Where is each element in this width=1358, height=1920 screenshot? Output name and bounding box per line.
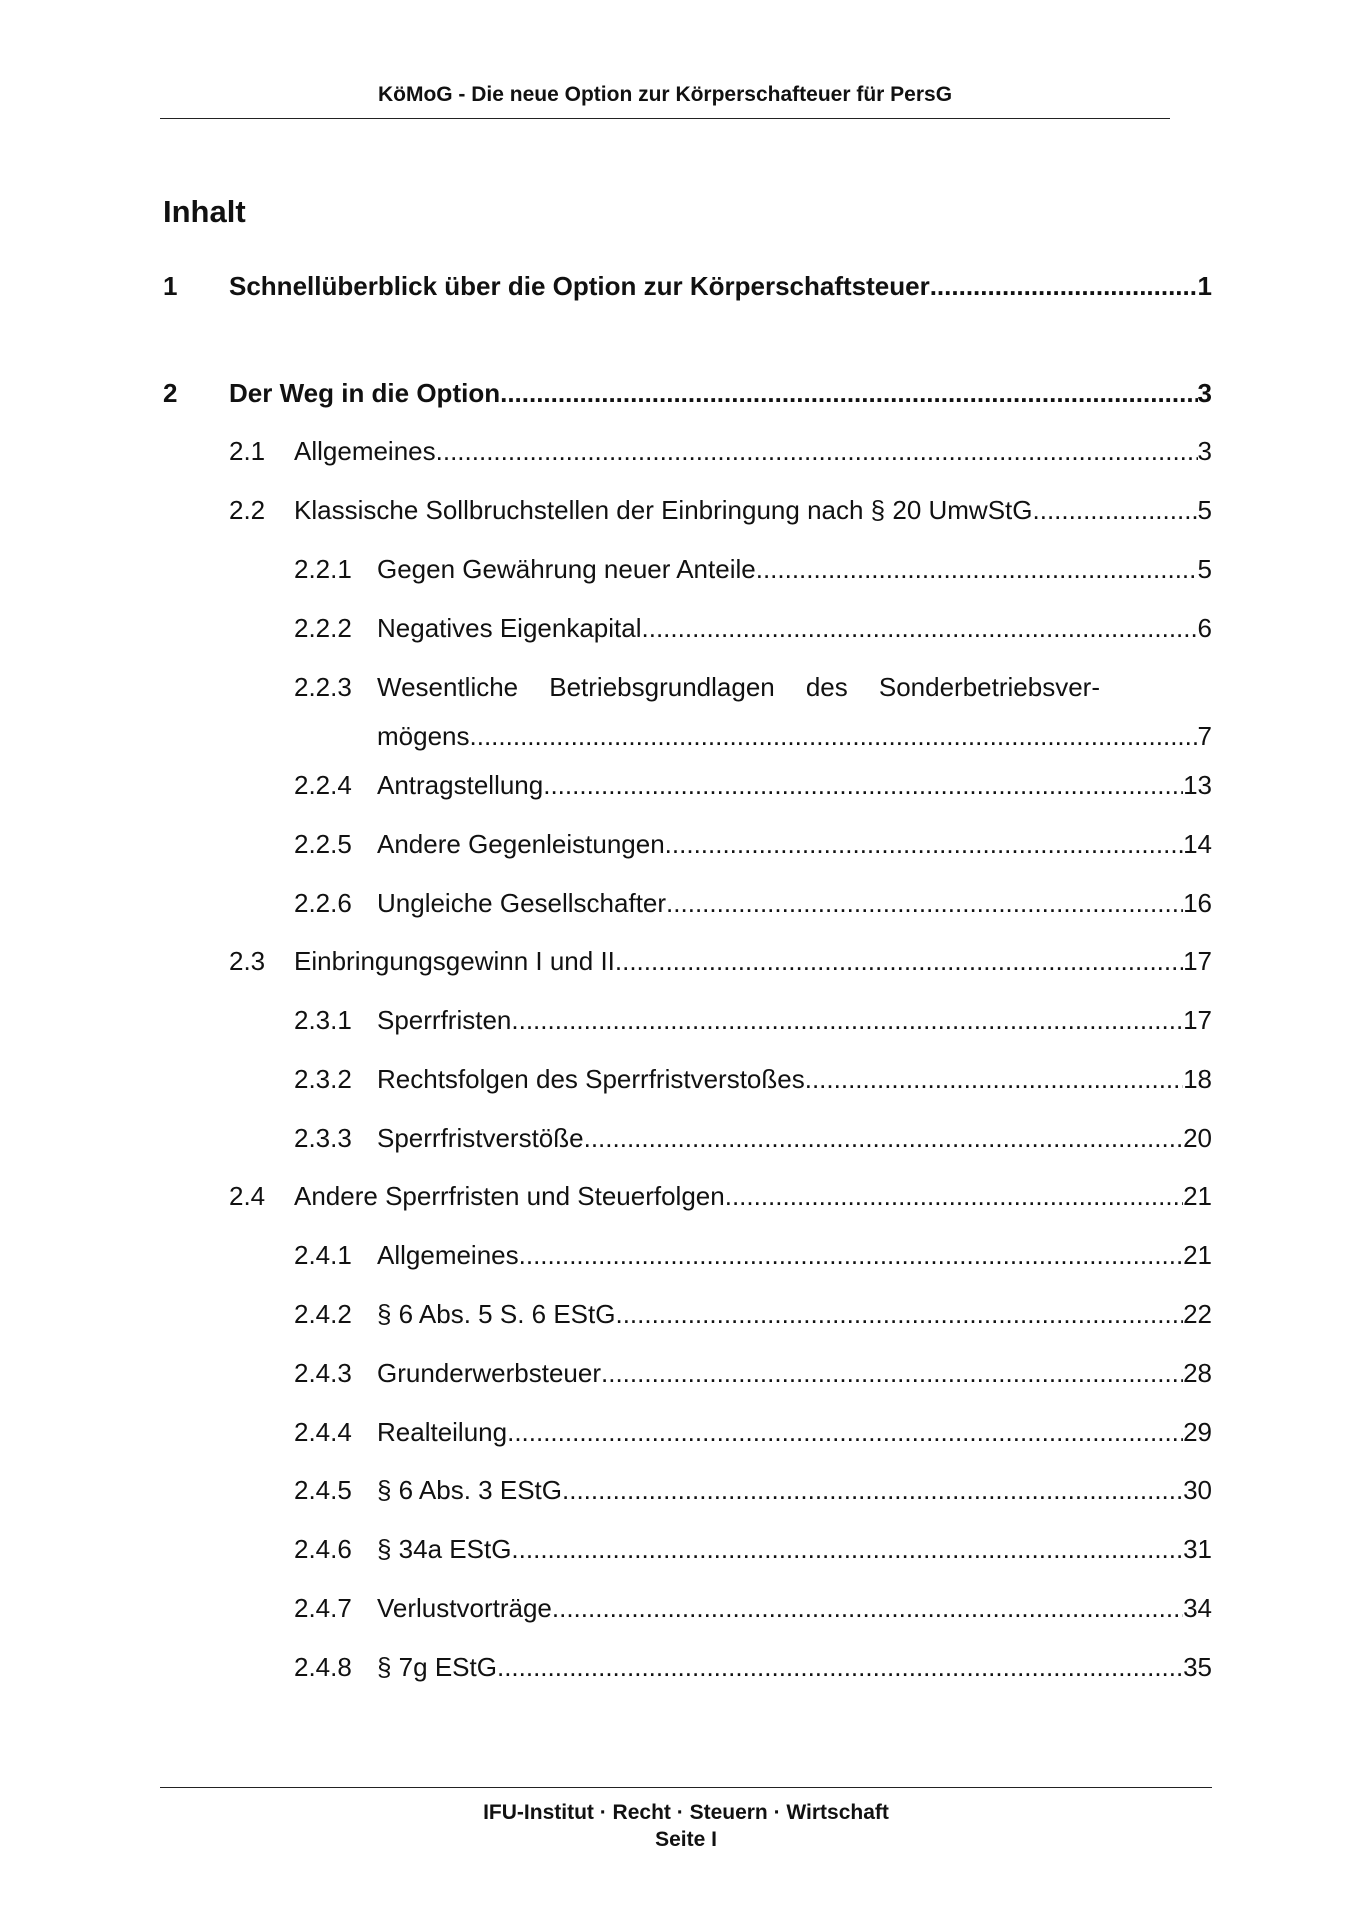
toc-entry-page: 7 xyxy=(1197,721,1212,751)
toc-leader-dots xyxy=(497,1647,1183,1687)
toc-leader-dots xyxy=(725,1176,1183,1216)
toc-entry-title: Allgemeines xyxy=(377,1240,519,1270)
toc-entry xyxy=(0,883,1358,923)
toc-entry xyxy=(0,373,1358,413)
toc-leader-dots xyxy=(666,883,1183,923)
toc-entry-number: 2 xyxy=(163,378,178,408)
toc-leader-dots xyxy=(1033,490,1198,530)
toc-entry-number: 2.4.3 xyxy=(294,1358,352,1388)
toc-entry-title: Andere Gegenleistungen xyxy=(377,829,665,859)
toc-leader-dots xyxy=(642,608,1198,648)
toc-entry-page: 21 xyxy=(1183,1181,1212,1211)
toc-entry-title: Negatives Eigenkapital xyxy=(377,613,642,643)
toc-entry-title: Antragstellung xyxy=(377,770,544,800)
toc-entry xyxy=(0,608,1358,648)
toc-entry-title: Andere Sperrfristen und Steuerfolgen xyxy=(294,1181,725,1211)
toc-entry-number: 1 xyxy=(163,271,178,301)
toc-entry-number: 2.3.3 xyxy=(294,1123,352,1153)
toc-leader-dots xyxy=(543,765,1183,805)
toc-entry xyxy=(0,549,1358,589)
toc-entry-page: 3 xyxy=(1197,436,1212,466)
toc-leader-dots xyxy=(562,1470,1183,1510)
toc-entry-title: Ungleiche Gesellschafter xyxy=(377,888,667,918)
toc-leader-dots xyxy=(511,1529,1183,1569)
toc-entry xyxy=(0,824,1358,864)
toc-entry-page: 16 xyxy=(1183,888,1212,918)
toc-entry xyxy=(0,1588,1358,1628)
toc-entry-number: 2.4.6 xyxy=(294,1534,352,1564)
toc-entry xyxy=(0,1470,1358,1510)
toc-entry xyxy=(0,1059,1358,1099)
toc-entry-page: 5 xyxy=(1197,554,1212,584)
toc-entry xyxy=(0,765,1358,805)
running-header: KöMoG - Die neue Option zur Körperschafteuer für PersG xyxy=(377,83,953,106)
toc-leader-dots xyxy=(500,373,1197,413)
toc-entry-number: 2.2 xyxy=(229,495,266,525)
toc-entry xyxy=(0,1647,1358,1687)
toc-entry-page: 6 xyxy=(1197,613,1212,643)
toc-entry xyxy=(0,667,1358,707)
toc-entry xyxy=(0,1176,1358,1216)
toc-entry-number: 2.2.5 xyxy=(294,829,352,859)
toc-entry xyxy=(0,266,1358,306)
toc-entry-page: 34 xyxy=(1183,1593,1212,1623)
toc-entry-title-continued: mögens xyxy=(377,721,470,751)
header-divider xyxy=(160,118,1170,119)
toc-entry-title: § 34a EStG xyxy=(377,1534,512,1564)
toc-entry xyxy=(0,1235,1358,1275)
footer-institute: IFU-Institut · Recht · Steuern · Wirtschaft xyxy=(483,1801,889,1824)
toc-entry-number: 2.2.1 xyxy=(294,554,352,584)
toc-entry-number: 2.4.7 xyxy=(294,1593,352,1623)
toc-entry xyxy=(0,1412,1358,1452)
toc-entry-title: Klassische Sollbruchstellen der Einbringung nach § 20 UmwStG xyxy=(294,495,1033,525)
toc-entry xyxy=(0,1000,1358,1040)
toc-entry-page: 22 xyxy=(1183,1299,1212,1329)
toc-entry-page: 31 xyxy=(1183,1534,1212,1564)
toc-entry-number: 2.2.4 xyxy=(294,770,352,800)
toc-entry-title: § 6 Abs. 5 S. 6 EStG xyxy=(377,1299,616,1329)
toc-entry-title: Wesentliche Betriebsgrundlagen des Sonderbetriebsver- xyxy=(377,672,1100,702)
toc-entry-number: 2.4 xyxy=(229,1181,266,1211)
toc-leader-dots xyxy=(601,1353,1183,1393)
toc-entry xyxy=(0,1118,1358,1158)
toc-leader-dots xyxy=(552,1588,1183,1628)
toc-entry-page: 3 xyxy=(1197,378,1212,408)
toc-entry-page: 1 xyxy=(1197,271,1212,301)
toc-entry-title: Gegen Gewährung neuer Anteile xyxy=(377,554,756,584)
toc-entry-number: 2.2.2 xyxy=(294,613,352,643)
toc-entry-number: 2.4.4 xyxy=(294,1417,352,1447)
toc-entry-number: 2.3.1 xyxy=(294,1005,352,1035)
toc-entry-number: 2.1 xyxy=(229,436,266,466)
toc-entry-title: Einbringungsgewinn I und II xyxy=(294,946,615,976)
toc-entry-number: 2.4.5 xyxy=(294,1475,352,1505)
toc-entry-number: 2.4.2 xyxy=(294,1299,352,1329)
toc-entry-title: Der Weg in die Option xyxy=(229,378,501,408)
toc-entry-number: 2.4.1 xyxy=(294,1240,352,1270)
toc-entry-title: Sperrfristverstöße xyxy=(377,1123,584,1153)
toc-entry-title: § 6 Abs. 3 EStG xyxy=(377,1475,562,1505)
toc-entry-number: 2.2.6 xyxy=(294,888,352,918)
toc-entry-page: 5 xyxy=(1197,495,1212,525)
footer-page-number: Seite I xyxy=(655,1828,717,1851)
toc-entry-title: Grunderwerbsteuer xyxy=(377,1358,601,1388)
toc-entry-page: 35 xyxy=(1183,1652,1212,1682)
toc-leader-dots xyxy=(615,941,1183,981)
toc-entry-page: 18 xyxy=(1183,1064,1212,1094)
toc-entry-page: 17 xyxy=(1183,1005,1212,1035)
toc-entry-page: 21 xyxy=(1183,1240,1212,1270)
toc-entry-page: 13 xyxy=(1183,770,1212,800)
toc-entry-page: 17 xyxy=(1183,946,1212,976)
footer-divider xyxy=(160,1787,1212,1788)
toc-entry xyxy=(0,1294,1358,1334)
toc-leader-dots xyxy=(584,1118,1183,1158)
toc-entry-title: § 7g EStG xyxy=(377,1652,497,1682)
toc-entry-number: 2.4.8 xyxy=(294,1652,352,1682)
toc-entry-title: Allgemeines xyxy=(294,436,436,466)
toc-leader-dots xyxy=(507,1412,1183,1452)
toc-entry-page: 20 xyxy=(1183,1123,1212,1153)
toc-leader-dots xyxy=(511,1000,1183,1040)
toc-entry-title: Verlustvorträge xyxy=(377,1593,552,1623)
toc-entry xyxy=(0,431,1358,471)
toc-entry-page: 30 xyxy=(1183,1475,1212,1505)
toc-entry-number: 2.3.2 xyxy=(294,1064,352,1094)
toc-entry-title: Schnellüberblick über die Option zur Körperschaftsteuer xyxy=(229,271,930,301)
toc-entry xyxy=(0,1529,1358,1569)
toc-leader-dots xyxy=(805,1059,1183,1099)
toc-entry-continuation xyxy=(0,716,1358,756)
toc-leader-dots xyxy=(519,1235,1183,1275)
toc-entry-title: Realteilung xyxy=(377,1417,508,1447)
toc-entry-page: 29 xyxy=(1183,1417,1212,1447)
toc-leader-dots xyxy=(930,266,1198,306)
toc-entry xyxy=(0,941,1358,981)
toc-leader-dots xyxy=(665,824,1183,864)
toc-entry-number: 2.3 xyxy=(229,946,266,976)
toc-entry-number: 2.2.3 xyxy=(294,672,352,702)
toc-entry-title: Sperrfristen xyxy=(377,1005,512,1035)
toc-entry xyxy=(0,490,1358,530)
toc-entry-page: 28 xyxy=(1183,1358,1212,1388)
toc-leader-dots xyxy=(615,1294,1183,1334)
toc-leader-dots xyxy=(756,549,1198,589)
toc-heading: Inhalt xyxy=(163,194,246,229)
toc-entry-page: 14 xyxy=(1183,829,1212,859)
toc-leader-dots xyxy=(436,431,1198,471)
toc-leader-dots xyxy=(470,716,1198,756)
toc-entry-title: Rechtsfolgen des Sperrfristverstoßes xyxy=(377,1064,805,1094)
toc-entry xyxy=(0,1353,1358,1393)
